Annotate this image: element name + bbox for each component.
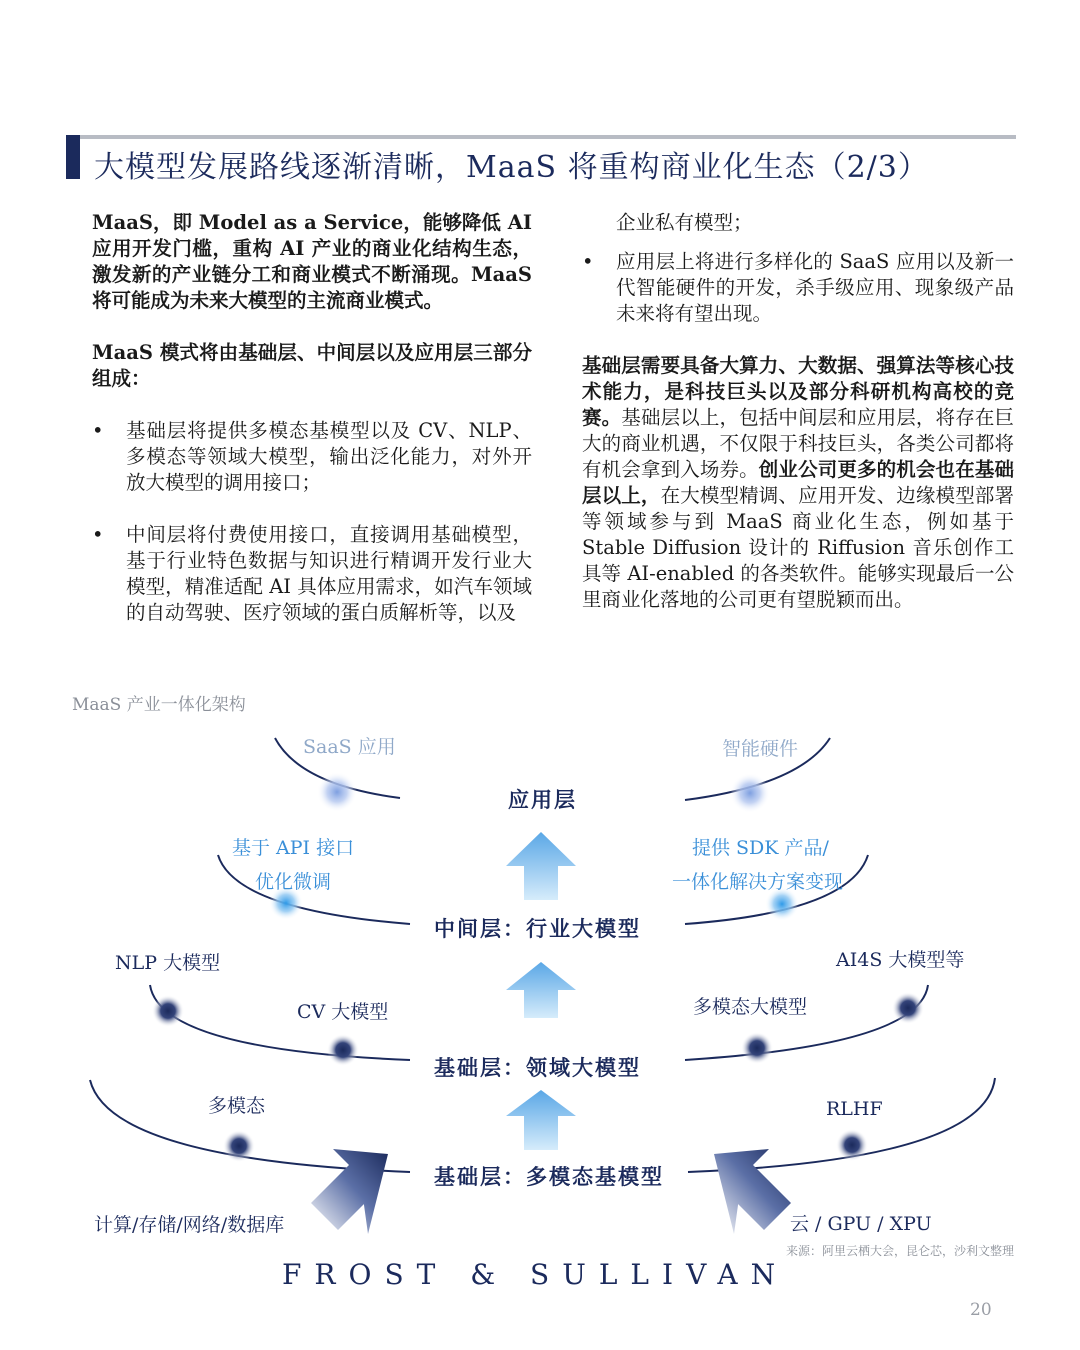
label-api-2: 优化微调 (255, 871, 332, 893)
page-title: 大模型发展路线逐渐清晰，MaaS 将重构商业化生态（2/3） (94, 150, 929, 185)
opportunity-paragraph (582, 353, 1014, 613)
label-saas: SaaS 应用 (303, 736, 396, 758)
emphasis-text: 基础层需要具备大算力、大数据、强算法等核心技术能力，是科技巨头以及部分科研机构高校的竞赛。 (582, 354, 1014, 429)
bullet-text: 中间层将付费使用接口，直接调用基础模型，基于行业特色数据与知识进行精调开发行业大模型，精准适配 AI 具体应用需求，如汽车领域的自动驾驶、医疗领域的蛋白质解析等，以及 (126, 523, 532, 624)
bullet-middle-layer (92, 522, 532, 626)
arrow-up-icon (506, 1090, 576, 1150)
label-domain-layer: 基础层：领域大模型 (434, 1055, 641, 1080)
bullet-dot: • (92, 523, 104, 546)
label-nlp: NLP 大模型 (115, 952, 221, 974)
label-multimodal: 多模态 (208, 1095, 266, 1117)
maas-architecture-diagram (0, 700, 1080, 1260)
left-column (92, 210, 532, 626)
source-note: 来源：阿里云栖大会，昆仑芯，沙利文整理 (785, 1244, 1014, 1258)
node-nlp (152, 995, 184, 1027)
page-number: 20 (970, 1300, 992, 1320)
body-text: 在大模型精调、应用开发、边缘模型部署等领域参与到 MaaS 商业化生态，例如基于 Stable Diffusion 设计的 Riffusion 音乐创作工具等 AI-enabled 的各类软件。能够实现最后一公里商业化落地的公司更有望脱颖而出。 (582, 484, 1014, 611)
figure-caption: MaaS 产业一体化架构 (72, 695, 246, 715)
label-cloud: 云 / GPU / XPU (790, 1213, 932, 1235)
node-cv (327, 1034, 359, 1066)
arrow-up-icon (506, 962, 576, 1018)
arrow-up-icon (506, 832, 576, 900)
bullet-dot: • (582, 250, 594, 273)
label-sdk-2: 一体化解决方案变现 (672, 871, 844, 893)
label-app-layer: 应用层 (508, 787, 577, 812)
arrow-diagonal-icon (311, 1149, 388, 1234)
label-base-layer: 基础层：多模态基模型 (434, 1164, 664, 1189)
intro-paragraph: MaaS，即 Model as a Service，能够降低 AI 应用开发门槛，重构 AI 产业的商业化结构生态，激发新的产业链分工和商业模式不断涌现。MaaS 将可能成为未来大模型的主流商业模式。 (92, 211, 532, 312)
node-multimodal-model (741, 1032, 773, 1064)
node-saas (317, 772, 357, 812)
label-sdk-1: 提供 SDK 产品/ (692, 837, 829, 859)
label-rlhf: RLHF (826, 1098, 883, 1120)
body-text: 基础层以上，包括中间层和应用层，将存在巨大的商业机遇，不仅限于科技巨头，各类公司都将有机会拿到入场券。 (582, 406, 1014, 481)
composition-heading: MaaS 模式将由基础层、中间层以及应用层三部分组成： (92, 341, 532, 390)
bullet-continuation: 企业私有模型； (616, 211, 753, 234)
label-hardware: 智能硬件 (722, 738, 799, 760)
node-multimodal (223, 1130, 255, 1162)
bullet-app-layer (582, 249, 1014, 327)
label-ai4s: AI4S 大模型等 (836, 949, 965, 971)
bullet-base-layer (92, 418, 532, 496)
header-rule (66, 135, 1016, 139)
title-accent-bar (66, 135, 80, 179)
label-api-1: 基于 API 接口 (232, 837, 355, 859)
right-column (582, 210, 1014, 613)
label-compute: 计算/存储/网络/数据库 (94, 1214, 285, 1236)
brand-logo: FROST & SULLIVAN (282, 1258, 789, 1291)
emphasis-text: 创业公司更多的机会也在基础层以上， (582, 458, 1014, 507)
label-multimodal-model: 多模态大模型 (693, 996, 808, 1018)
label-cv: CV 大模型 (297, 1001, 389, 1023)
label-mid-layer: 中间层：行业大模型 (434, 916, 641, 941)
node-ai4s (892, 992, 924, 1024)
bullet-text: 基础层将提供多模态基模型以及 CV、NLP、多模态等领域大模型，输出泛化能力，对外开放大模型的调用接口； (126, 419, 532, 494)
node-hardware (730, 773, 770, 813)
bullet-dot: • (92, 419, 104, 442)
arrow-diagonal-icon (714, 1149, 791, 1234)
bullet-text: 应用层上将进行多样化的 SaaS 应用以及新一代智能硬件的开发，杀手级应用、现象级产品未来将有望出现。 (616, 250, 1014, 325)
node-rlhf (836, 1129, 868, 1161)
